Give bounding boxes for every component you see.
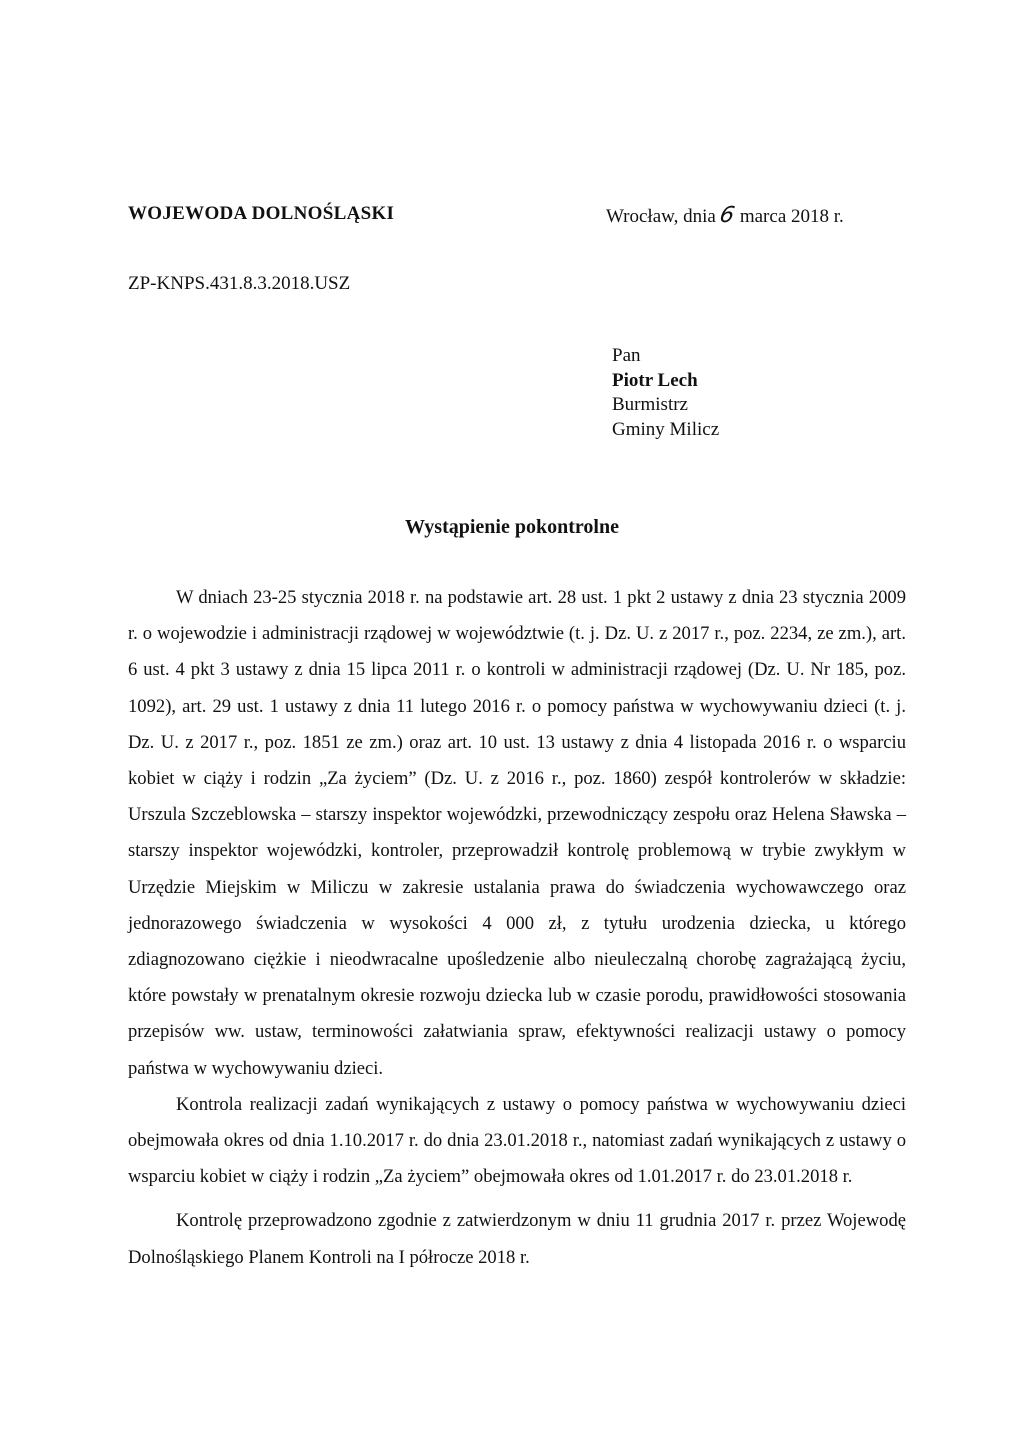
recipient-salutation: Pan [612, 345, 641, 366]
issuing-authority: WOJEWODA DOLNOŚLĄSKI [128, 203, 395, 224]
recipient-name: Piotr Lech [612, 369, 698, 391]
letter-date [606, 203, 844, 228]
document-title: Wystąpienie pokontrolne [405, 516, 619, 538]
reference-number: ZP-KNPS.431.8.3.2018.USZ [128, 273, 351, 294]
date-day-handwritten: 6 [717, 203, 737, 228]
body-paragraph: W dniach 23-25 stycznia 2018 r. na podstawie art. 28 ust. 1 pkt 2 ustawy z dnia 23 stycznia 2009 r. o wojewodzie i administracji rządowej w województwie (t. j. Dz. U. z 2017 r., poz. 2234, ze zm.), art. 6 ust. 4 pkt 3 ustawy z dnia 15 lipca 2011 r. o kontroli w administracji rządowej (Dz. U. Nr 185, poz. 1092), art. 29 ust. 1 ustawy z dnia 11 lutego 2016 r. o pomocy państwa w wychowywaniu dzieci (t. j. Dz. U. z 2017 r., poz. 1851 ze zm.) oraz art. 10 ust. 13 ustawy z dnia 4 listopada 2016 r. o wsparciu kobiet w ciąży i rodzin „Za życiem” (Dz. U. z 2016 r., poz. 1860) zespół kontrolerów w składzie: Urszula Szczeblowska – starszy inspektor wojewódzki, przewodniczący zespołu oraz Helena Sławska – starszy inspektor wojewódzki, kontroler, przeprowadził kontrolę problemową w trybie zwykłym w Urzędzie Miejskim w Miliczu w zakresie ustalania prawa do świadczenia wychowawczego oraz jednorazowego świadczenia w wysokości 4 000 zł, z tytułu urodzenia dziecka, u którego zdiagnozowano ciężkie i nieodwracalne upośledzenie albo nieuleczalną chorobę zagrażającą życiu, które powstały w prenatalnym okresie rozwoju dziecka lub w czasie porodu, prawidłowości stosowania przepisów ww. ustaw, terminowości załatwiania spraw, efektywności realizacji ustawy o pomocy państwa w wychowywaniu dzieci. [128, 587, 906, 1079]
recipient-office: Gminy Milicz [612, 418, 720, 440]
date-suffix: marca 2018 r. [739, 206, 844, 227]
date-prefix: Wrocław, dnia [606, 206, 716, 227]
body-paragraph: Kontrolę przeprowadzono zgodnie z zatwierdzonym w dniu 11 grudnia 2017 r. przez Wojewodę Dolnośląskiego Planem Kontroli na I półrocze 2018 r. [128, 1210, 906, 1268]
body-paragraph: Kontrola realizacji zadań wynikających z ustawy o pomocy państwa w wychowywaniu dzieci obejmowała okres od dnia 1.10.2017 r. do dnia 23.01.2018 r., natomiast zadań wynikających z ustawy o wsparciu kobiet w ciąży i rodzin „Za życiem” obejmowała okres od 1.01.2017 r. do 23.01.2018 r. [128, 1093, 906, 1188]
recipient-block [612, 344, 719, 442]
document-body [128, 580, 906, 1276]
recipient-position: Burmistrz [612, 394, 688, 415]
